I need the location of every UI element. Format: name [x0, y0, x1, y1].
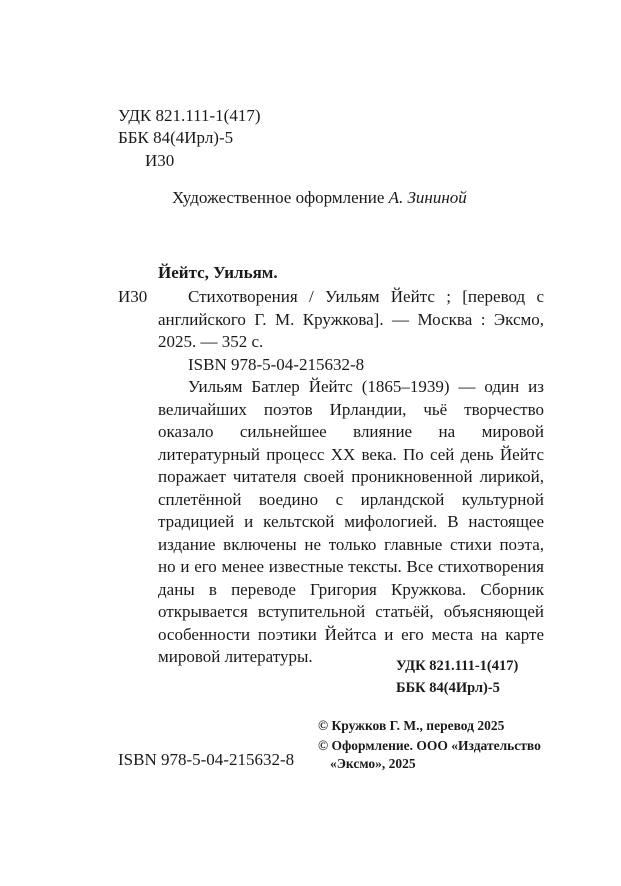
design-credit-name: Зининой [407, 188, 467, 207]
bibliographic-description: Стихотворения / Уильям Йейтс ; [перевод с английского Г. М. Кружкова]. — Москва : Эксмо, 2025. — 352 с. [158, 287, 544, 351]
entry-author: Йейтс, Уильям. [158, 263, 278, 282]
bbk-code: ББК 84(4Ирл)-5 [118, 128, 234, 147]
entry-udk: УДК 821.111-1(417) [396, 658, 519, 674]
design-credit-prefix: Художественное оформление [172, 188, 389, 207]
footer-isbn: ISBN 978-5-04-215632-8 [118, 750, 295, 769]
entry-isbn: ISBN 978-5-04-215632-8 [188, 354, 365, 374]
copyright-design-line2: «Эксмо», 2025 [330, 756, 416, 771]
entry-author-sign: И30 [118, 287, 148, 306]
annotation: Уильям Батлер Йейтс (1865–1939) — один из величайших поэтов Ирландии, чьё творчество оказало сильнейшее влияние на мировой литературный процесс XX века. По сей день Йейтс поражает читателя своей проникновенной лирикой, сплетённой воедино с ирландской культурной традицией и кельтской мифологией. В настоящее издание включены не только главные стихи поэта, но и его менее известные тексты. Все стихотворения даны в переводе Григория Кружкова. Сборник открывается вступительной статьёй, объясняющей особенности поэтики Йейтса и его места на карте мировой литературы. [158, 377, 544, 666]
copyright-translation: © Кружков Г. М., перевод 2025 [318, 718, 505, 733]
design-credit-initial: А. [388, 188, 408, 207]
entry-bbk: ББК 84(4Ирл)-5 [396, 680, 500, 696]
catalog-entry [158, 286, 544, 669]
copyright-design-line1: © Оформление. ООО «Издательство [318, 738, 541, 753]
udk-code: УДК 821.111-1(417) [118, 106, 261, 125]
author-sign: И30 [145, 151, 175, 170]
design-credit [172, 187, 467, 209]
